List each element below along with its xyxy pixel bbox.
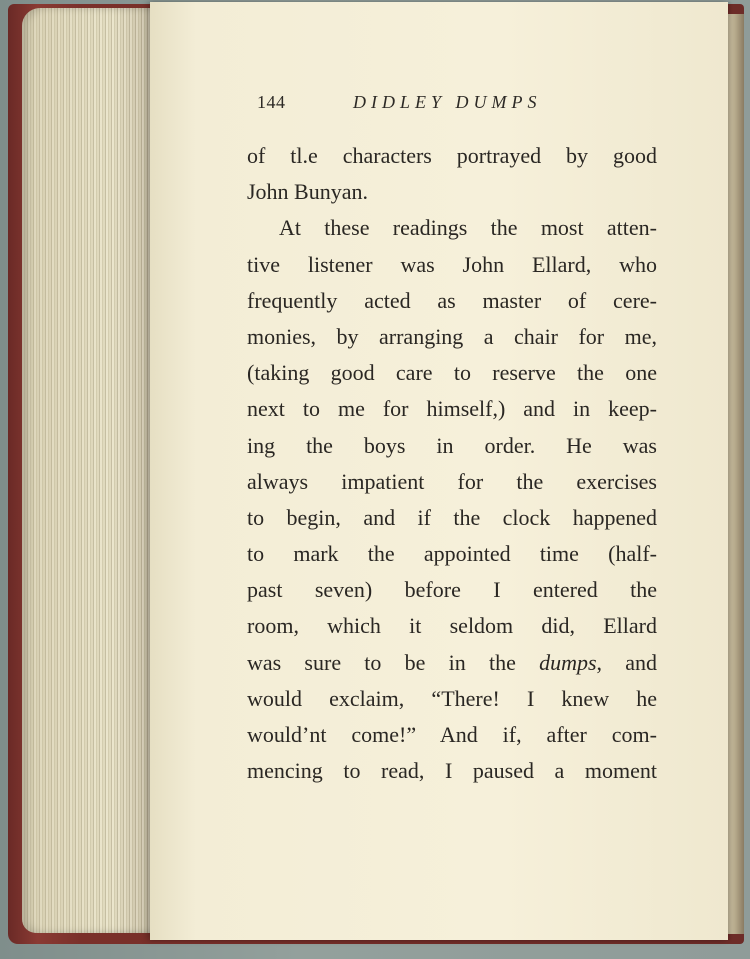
cover-right-edge (726, 14, 744, 934)
text-line: ing the boys in order. He was (247, 432, 657, 458)
page-number: 144 (257, 92, 286, 112)
text-line: of tl.e characters portrayed by good (247, 143, 657, 168)
text-line: to mark the appointed time (half- (247, 541, 657, 567)
page-body-text (247, 138, 657, 789)
text-line: monies, by arranging a chair for me, (247, 323, 657, 349)
text-line: frequently acted as master of cere- (247, 287, 657, 313)
text-line: to begin, and if the clock happened (247, 504, 657, 530)
running-title: DIDLEY DUMPS (353, 92, 542, 112)
text-line: John Bunyan. (247, 179, 368, 205)
italic-word: dumps (539, 649, 597, 675)
text-segment: , and (596, 649, 658, 675)
page-header (257, 92, 577, 120)
text-segment: was sure to be in the (247, 649, 540, 675)
text-line: room, which it seldom did, Ellard (247, 613, 657, 639)
text-line: past seven) before I entered the (247, 577, 657, 603)
text-line-with-italic (247, 645, 657, 681)
text-line: mencing to read, I paused a moment (247, 758, 657, 784)
text-line: next to me for himself,) and in keep- (247, 396, 657, 422)
text-line: would exclaim, “There! I knew he (247, 685, 657, 711)
text-line: At these readings the most atten- (279, 215, 657, 241)
text-line: tive listener was John Ellard, who (247, 251, 657, 277)
text-line: would’nt come!” And if, after com- (247, 722, 657, 747)
text-line: always impatient for the exercises (247, 468, 657, 494)
text-line: (taking good care to reserve the one (247, 360, 657, 386)
